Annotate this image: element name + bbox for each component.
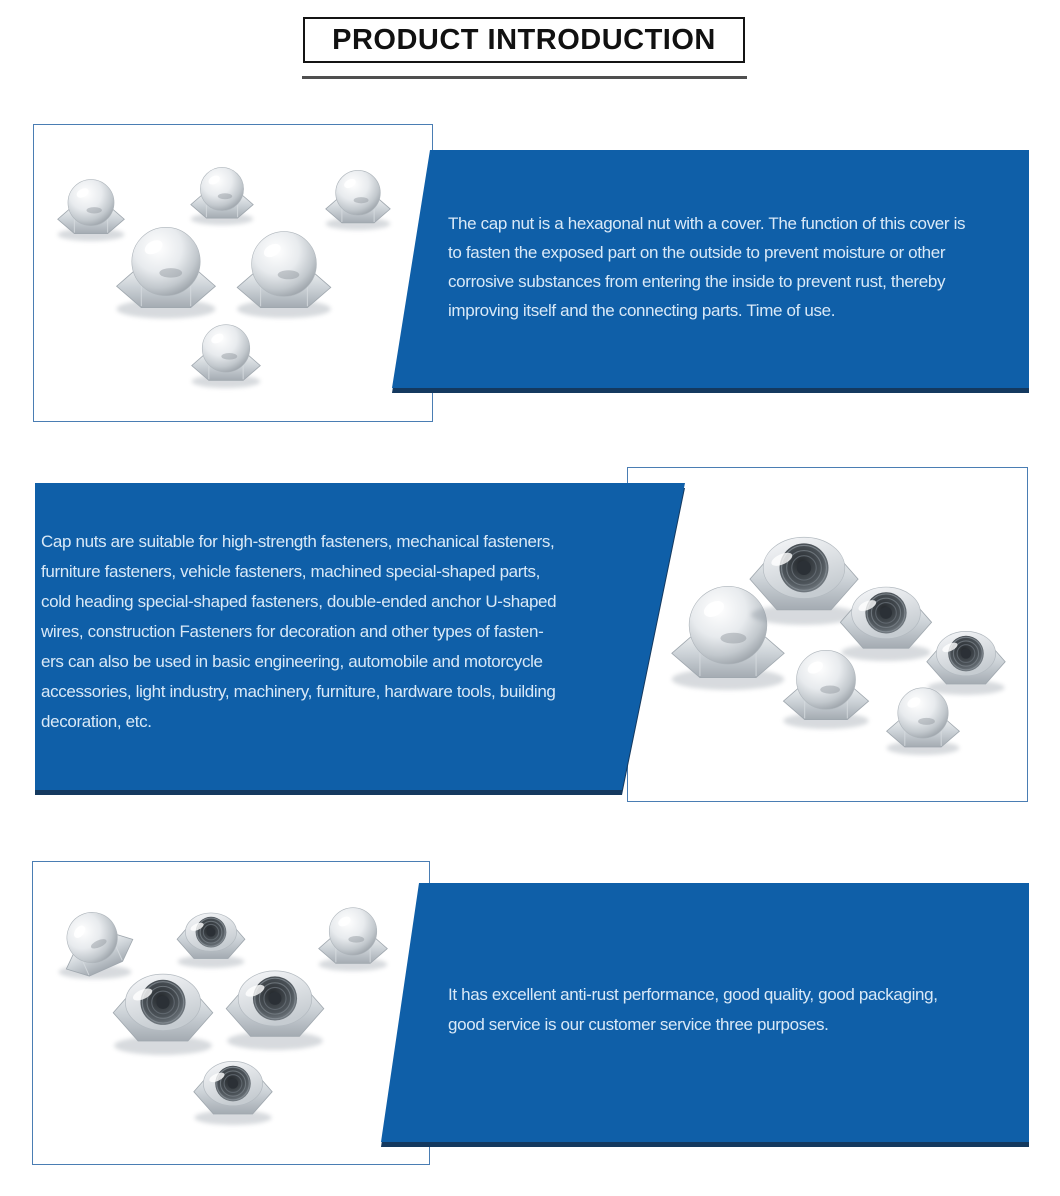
cap-nut (237, 232, 331, 318)
cap-nut (192, 325, 261, 388)
cap-nut (672, 586, 784, 690)
description-line: accessories, light industry, machinery, furniture, hardware tools, building (41, 682, 556, 701)
product-title: PRODUCT INTRODUCTION (332, 23, 716, 56)
product-title-box (303, 17, 745, 63)
cap-nut (49, 900, 140, 984)
cap-nut (226, 971, 324, 1050)
description-line: Cap nuts are suitable for high-strength fasteners, mechanical fasteners, (41, 532, 555, 551)
cap-nut (113, 974, 213, 1055)
description-text-3 (448, 980, 938, 1040)
cap-nut (194, 1061, 272, 1125)
cap-nut (117, 227, 216, 318)
description-line: good service is our customer service three purposes. (448, 1015, 829, 1034)
description-line: corrosive substances from entering the inside to prevent rust, thereby (448, 272, 946, 291)
description-text-2 (41, 527, 556, 737)
description-line: wires, construction Fasteners for decoration and other types of fasten- (41, 622, 544, 641)
cap-nut (191, 167, 253, 225)
cap-nut (783, 650, 868, 729)
cap-nuts-photo-3 (33, 862, 429, 1164)
title-underline (302, 76, 747, 79)
cap-nut (927, 631, 1005, 695)
cap-nuts-photo-1 (34, 125, 432, 421)
description-line: The cap nut is a hexagonal nut with a cover. The function of this cover is (448, 214, 966, 233)
cap-nuts-photo-2 (628, 468, 1027, 801)
cap-nut (326, 170, 390, 230)
description-line: improving itself and the connecting parts. Time of use. (448, 301, 836, 320)
cap-nut (750, 537, 858, 625)
description-line: furniture fasteners, vehicle fasteners, machined special-shaped parts, (41, 562, 540, 581)
description-line: ers can also be used in basic engineering, automobile and motorcycle (41, 652, 543, 671)
cap-nut (319, 908, 388, 971)
description-line: It has excellent anti-rust performance, good quality, good packaging, (448, 985, 938, 1004)
description-line: decoration, etc. (41, 712, 152, 731)
description-line: cold heading special-shaped fasteners, double-ended anchor U-shaped (41, 592, 557, 611)
cap-nut (840, 587, 931, 661)
cap-nut (58, 180, 125, 241)
description-line: to fasten the exposed part on the outside to prevent moisture or other (448, 243, 946, 262)
photo-frame-2 (627, 467, 1028, 802)
description-text-1 (448, 209, 965, 325)
photo-frame-1 (33, 124, 433, 422)
photo-frame-3 (32, 861, 430, 1165)
cap-nut (177, 913, 245, 968)
cap-nut (887, 688, 960, 755)
